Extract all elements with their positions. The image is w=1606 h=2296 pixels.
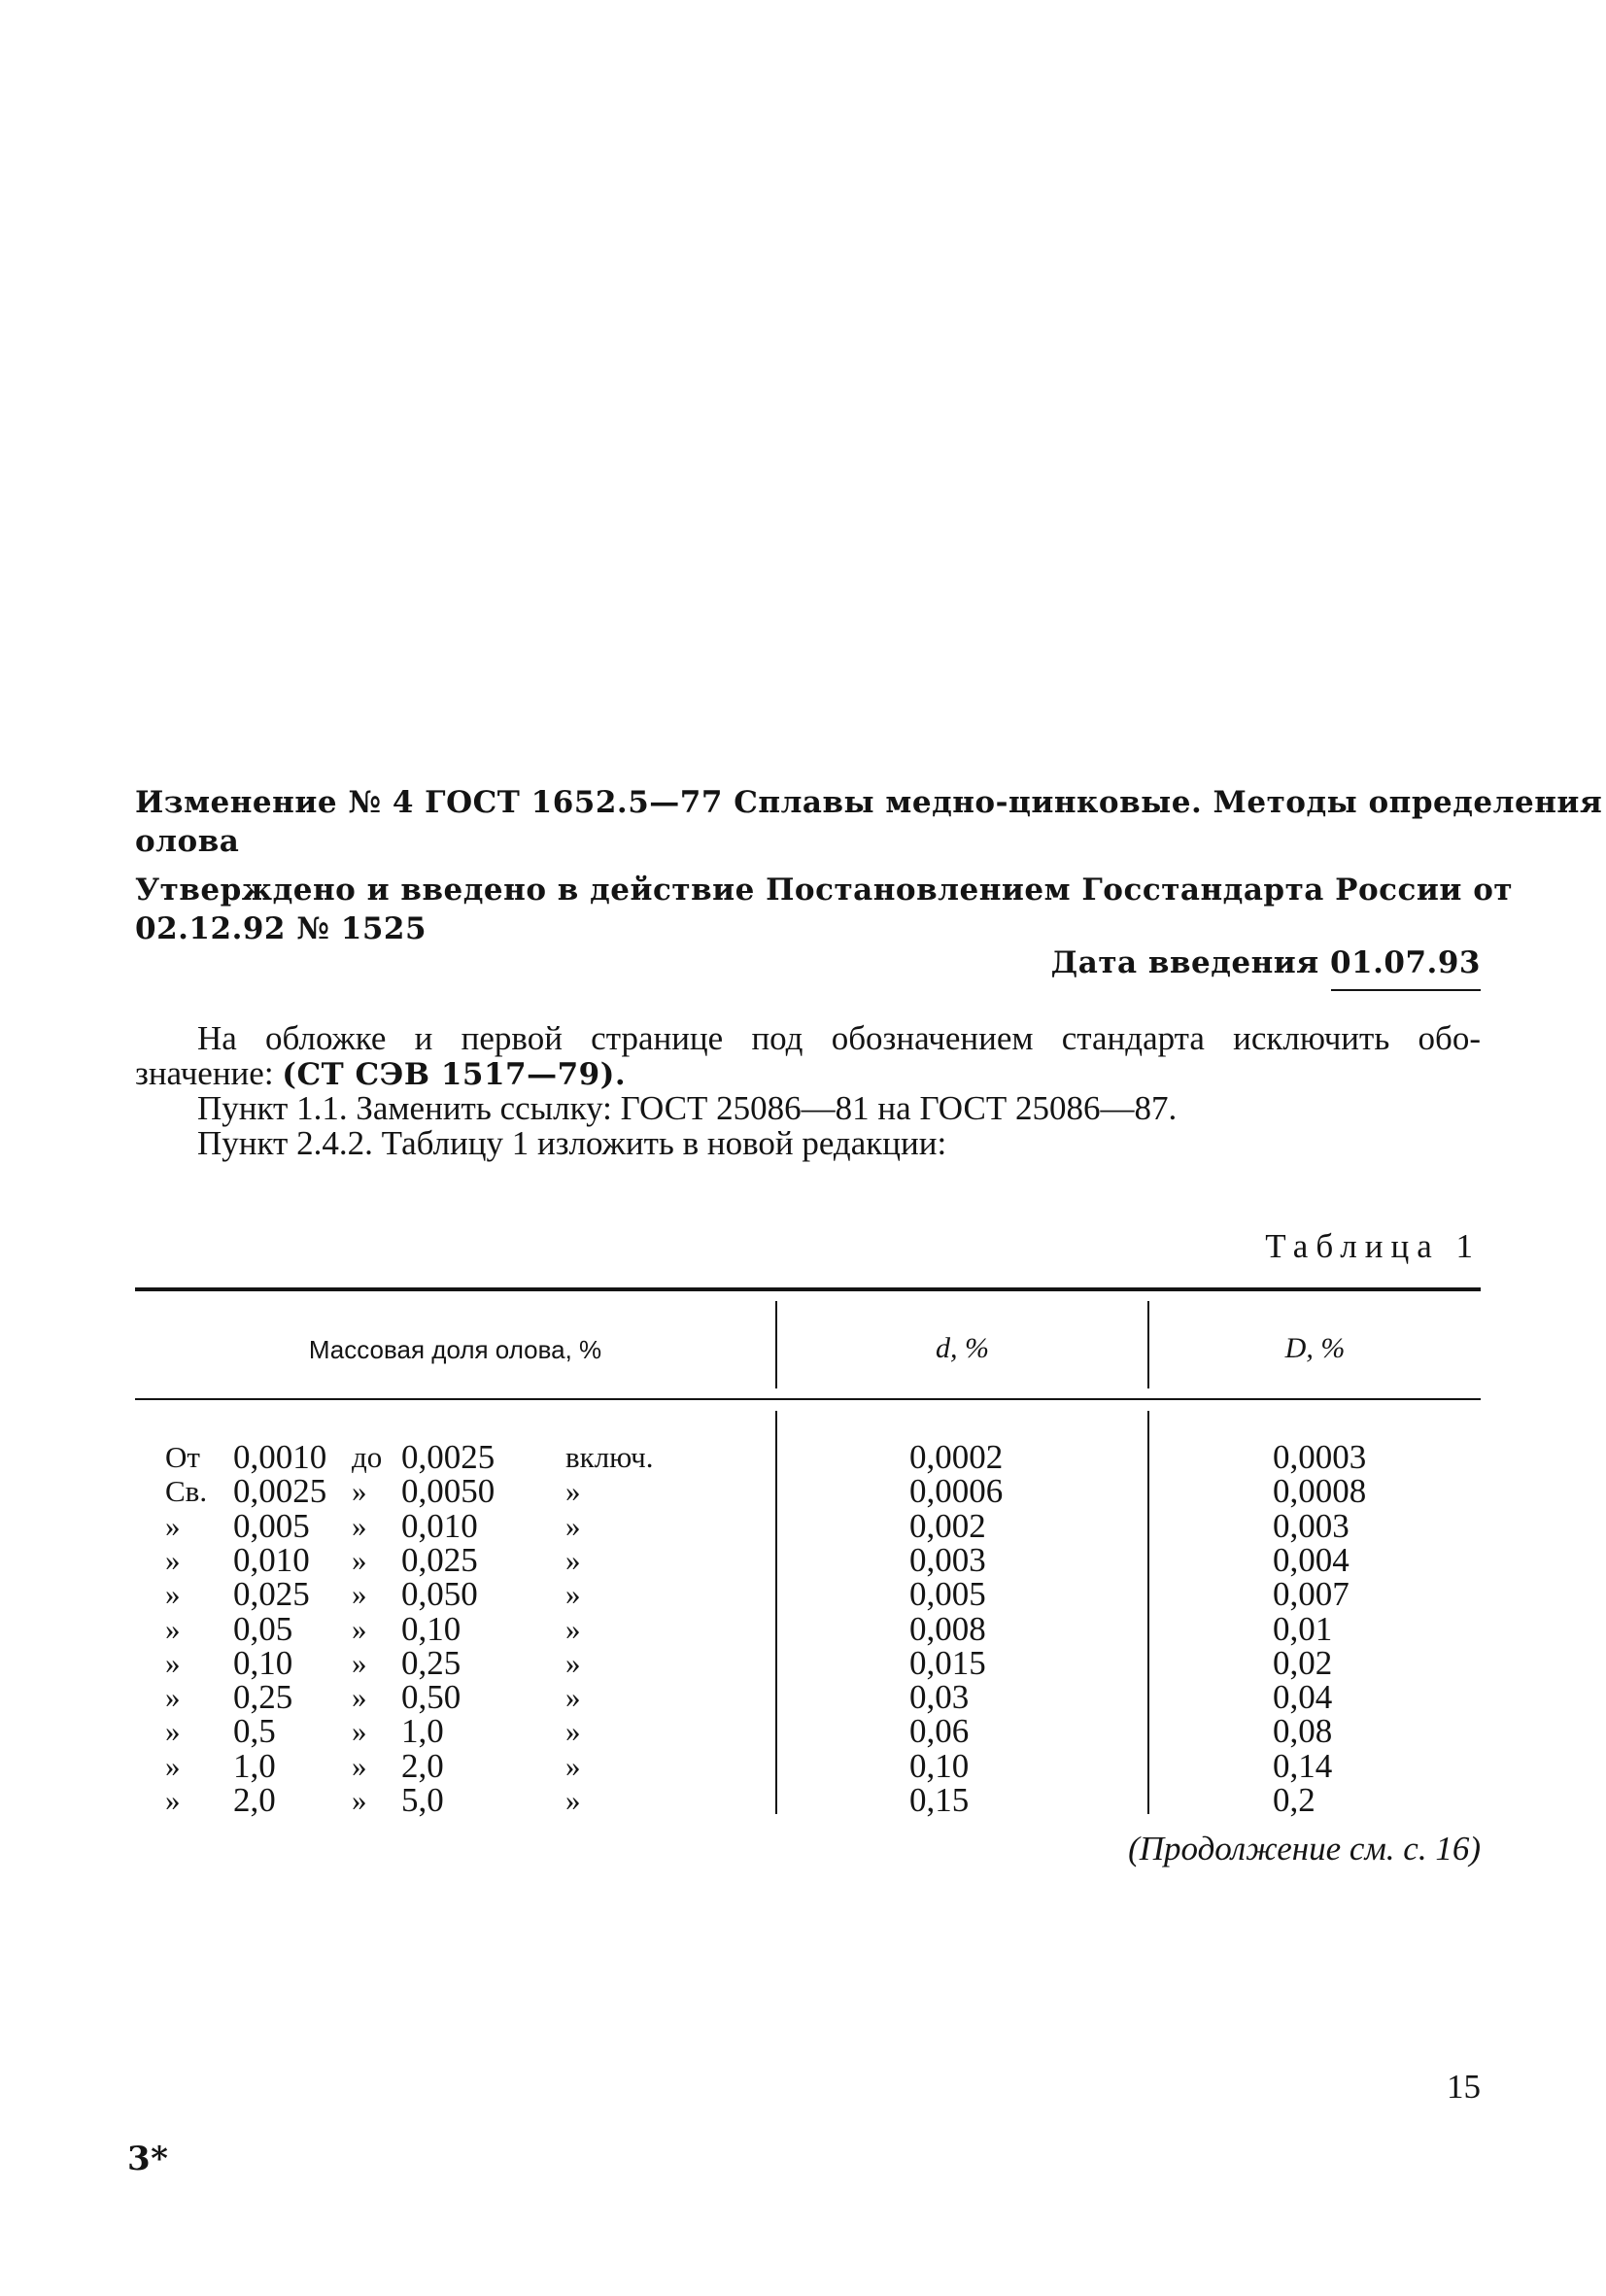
row-d-value: 0,0006 — [909, 1472, 1004, 1511]
row-range-word: » — [352, 1714, 367, 1749]
row-from: 0,025 — [233, 1575, 310, 1614]
approval-line-1: Утверждено и введено в действие Постановлением Госстандарта России от — [135, 873, 1514, 908]
amendment-title-line-2: олова — [135, 824, 240, 859]
row-d-value: 0,002 — [909, 1506, 986, 1545]
row-to: 0,0050 — [401, 1472, 495, 1511]
table-body-divider-2 — [1147, 1411, 1149, 1814]
row-range-word: » — [352, 1508, 367, 1543]
effective-date — [1051, 945, 1481, 980]
page-number: 15 — [1447, 2068, 1481, 2106]
row-suffix: » — [565, 1783, 581, 1817]
row-d-value: 0,003 — [909, 1540, 986, 1579]
row-prefix: » — [165, 1680, 181, 1715]
row-to: 0,10 — [401, 1609, 461, 1648]
paragraph-cover-note: На обложке и первой странице под обозначением стандарта исключить обо- — [197, 1019, 1481, 1057]
table-header-rule — [135, 1398, 1481, 1400]
row-D-value: 0,04 — [1273, 1678, 1333, 1717]
row-to: 1,0 — [401, 1712, 444, 1751]
row-to: 2,0 — [401, 1746, 444, 1785]
row-D-value: 0,0008 — [1273, 1472, 1367, 1511]
row-to: 0,50 — [401, 1678, 461, 1717]
row-d-value: 0,015 — [909, 1643, 986, 1682]
row-from: 0,0010 — [233, 1438, 327, 1476]
row-prefix: » — [165, 1748, 181, 1783]
row-suffix: » — [565, 1542, 581, 1577]
row-prefix: » — [165, 1645, 181, 1680]
row-D-value: 0,007 — [1273, 1575, 1350, 1614]
continuation-note: (Продолжение см. с. 16) — [1128, 1830, 1481, 1868]
row-range-word: » — [352, 1645, 367, 1680]
row-D-value: 0,08 — [1273, 1712, 1333, 1751]
row-from: 0,5 — [233, 1712, 276, 1751]
row-suffix: » — [565, 1474, 581, 1509]
row-prefix: Св. — [165, 1474, 208, 1509]
approval-line-2: 02.12.92 № 1525 — [135, 911, 427, 946]
row-range-word: » — [352, 1474, 367, 1509]
row-from: 0,005 — [233, 1506, 310, 1545]
row-range-word: » — [352, 1680, 367, 1715]
row-prefix: » — [165, 1611, 181, 1646]
paragraph-clause-2-4-2: Пункт 2.4.2. Таблицу 1 изложить в новой редакции: — [197, 1124, 947, 1162]
row-d-value: 0,10 — [909, 1746, 970, 1785]
row-to: 0,0025 — [401, 1438, 495, 1476]
row-to: 0,025 — [401, 1540, 478, 1579]
row-to: 5,0 — [401, 1781, 444, 1819]
row-d-value: 0,15 — [909, 1781, 970, 1819]
row-D-value: 0,02 — [1273, 1643, 1333, 1682]
row-to: 0,010 — [401, 1506, 478, 1545]
row-suffix: включ. — [565, 1440, 654, 1474]
row-from: 0,0025 — [233, 1472, 327, 1511]
header-tin-fraction: Массовая доля олова, % — [308, 1335, 602, 1364]
row-D-value: 0,004 — [1273, 1540, 1350, 1579]
row-prefix: » — [165, 1542, 181, 1577]
row-D-value: 0,01 — [1273, 1609, 1333, 1648]
row-suffix: » — [565, 1645, 581, 1680]
paragraph-cover-note-cont — [135, 1054, 626, 1093]
row-range-word: » — [352, 1748, 367, 1783]
row-d-value: 0,03 — [909, 1678, 970, 1717]
amendment-title-line-1: Изменение № 4 ГОСТ 1652.5—77 Сплавы медно-цинковые. Методы определения — [135, 785, 1603, 820]
row-suffix: » — [565, 1748, 581, 1783]
row-prefix: » — [165, 1577, 181, 1612]
row-from: 0,10 — [233, 1643, 293, 1682]
row-from: 1,0 — [233, 1746, 276, 1785]
row-suffix: » — [565, 1680, 581, 1715]
row-from: 0,010 — [233, 1540, 310, 1579]
header-D: D, % — [1284, 1332, 1346, 1364]
row-d-value: 0,008 — [909, 1609, 986, 1648]
row-d-value: 0,0002 — [909, 1438, 1004, 1476]
table-body-divider-1 — [775, 1411, 777, 1814]
cover-note-prefix: значение: — [135, 1054, 274, 1092]
paragraph-clause-1-1: Пункт 1.1. Заменить ссылку: ГОСТ 25086—81 на ГОСТ 25086—87. — [197, 1089, 1178, 1127]
row-prefix: » — [165, 1508, 181, 1543]
row-suffix: » — [565, 1508, 581, 1543]
row-range-word: » — [352, 1542, 367, 1577]
row-D-value: 0,0003 — [1273, 1438, 1367, 1476]
row-from: 0,25 — [233, 1678, 293, 1717]
row-range-word: » — [352, 1611, 367, 1646]
effective-date-underline — [1331, 989, 1481, 991]
signature-mark: 3* — [127, 2140, 169, 2178]
row-D-value: 0,2 — [1273, 1781, 1316, 1819]
row-suffix: » — [565, 1577, 581, 1612]
row-from: 0,05 — [233, 1609, 293, 1648]
row-d-value: 0,005 — [909, 1575, 986, 1614]
table-top-rule — [135, 1287, 1481, 1291]
row-range-word: » — [352, 1577, 367, 1612]
row-D-value: 0,14 — [1273, 1746, 1333, 1785]
header-d: d, % — [936, 1332, 989, 1364]
row-suffix: » — [565, 1611, 581, 1646]
row-prefix: » — [165, 1783, 181, 1817]
row-d-value: 0,06 — [909, 1712, 970, 1751]
row-to: 0,050 — [401, 1575, 478, 1614]
row-from: 2,0 — [233, 1781, 276, 1819]
row-range-word: » — [352, 1783, 367, 1817]
effective-date-value: 01.07.93 — [1329, 945, 1481, 980]
table-caption: Таблица 1 — [1265, 1227, 1481, 1265]
row-suffix: » — [565, 1714, 581, 1749]
row-range-word: до — [352, 1440, 383, 1474]
effective-date-label: Дата введения — [1050, 945, 1319, 980]
row-prefix: » — [165, 1714, 181, 1749]
row-to: 0,25 — [401, 1643, 461, 1682]
row-prefix: От — [165, 1440, 200, 1474]
row-D-value: 0,003 — [1273, 1506, 1350, 1545]
cover-note-bold: (СТ СЭВ 1517—79). — [282, 1057, 627, 1092]
